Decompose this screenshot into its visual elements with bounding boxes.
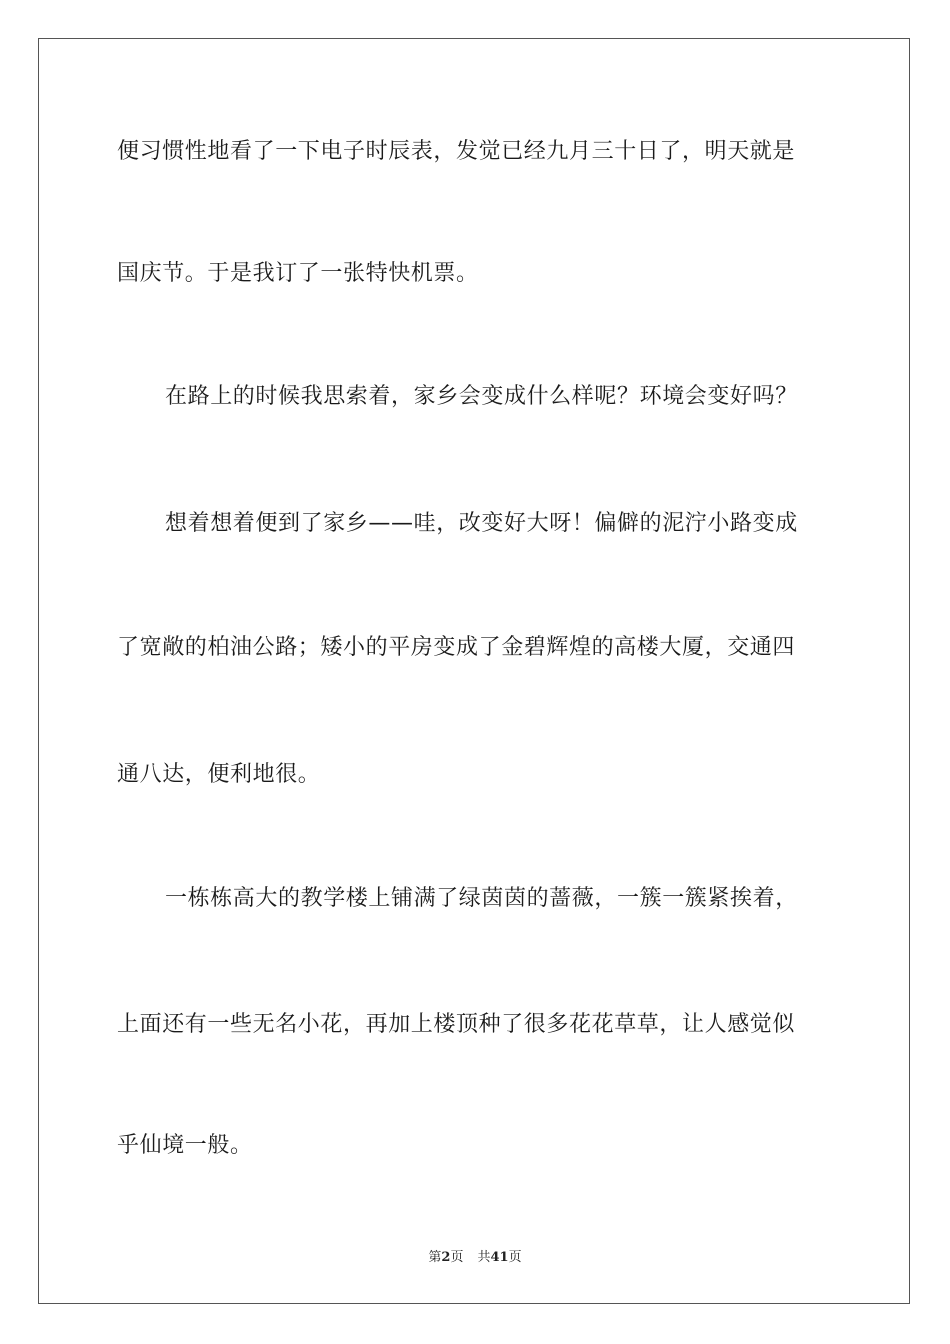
body-line-7: 一栋栋高大的教学楼上铺满了绿茵茵的蔷薇，一簇一簇紧挨着， [165,886,798,911]
page-number: 2 [441,1250,451,1265]
total-pages: 41 [490,1250,509,1265]
page-suffix: 页 [450,1250,464,1265]
body-line-4: 想着想着便到了家乡——哇，改变好大呀！偏僻的泥泞小路变成 [165,511,798,536]
body-line-1: 便习惯性地看了一下电子时辰表，发觉已经九月三十日了，明天就是 [117,139,796,164]
total-suffix: 页 [508,1250,522,1265]
page-footer [0,1246,950,1265]
body-line-8: 上面还有一些无名小花，再加上楼顶种了很多花花草草，让人感觉似 [117,1012,796,1037]
body-line-5: 了宽敞的柏油公路；矮小的平房变成了金碧辉煌的高楼大厦，交通四 [117,635,796,660]
page-frame [38,38,910,1304]
body-line-9: 乎仙境一般。 [117,1133,253,1158]
body-line-3: 在路上的时候我思索着，家乡会变成什么样呢？环境会变好吗？ [165,384,798,409]
total-prefix: 共 [477,1250,491,1265]
page-prefix: 第 [428,1250,442,1265]
body-line-6: 通八达，便利地很。 [117,762,321,787]
body-line-2: 国庆节。于是我订了一张特快机票。 [117,261,479,286]
